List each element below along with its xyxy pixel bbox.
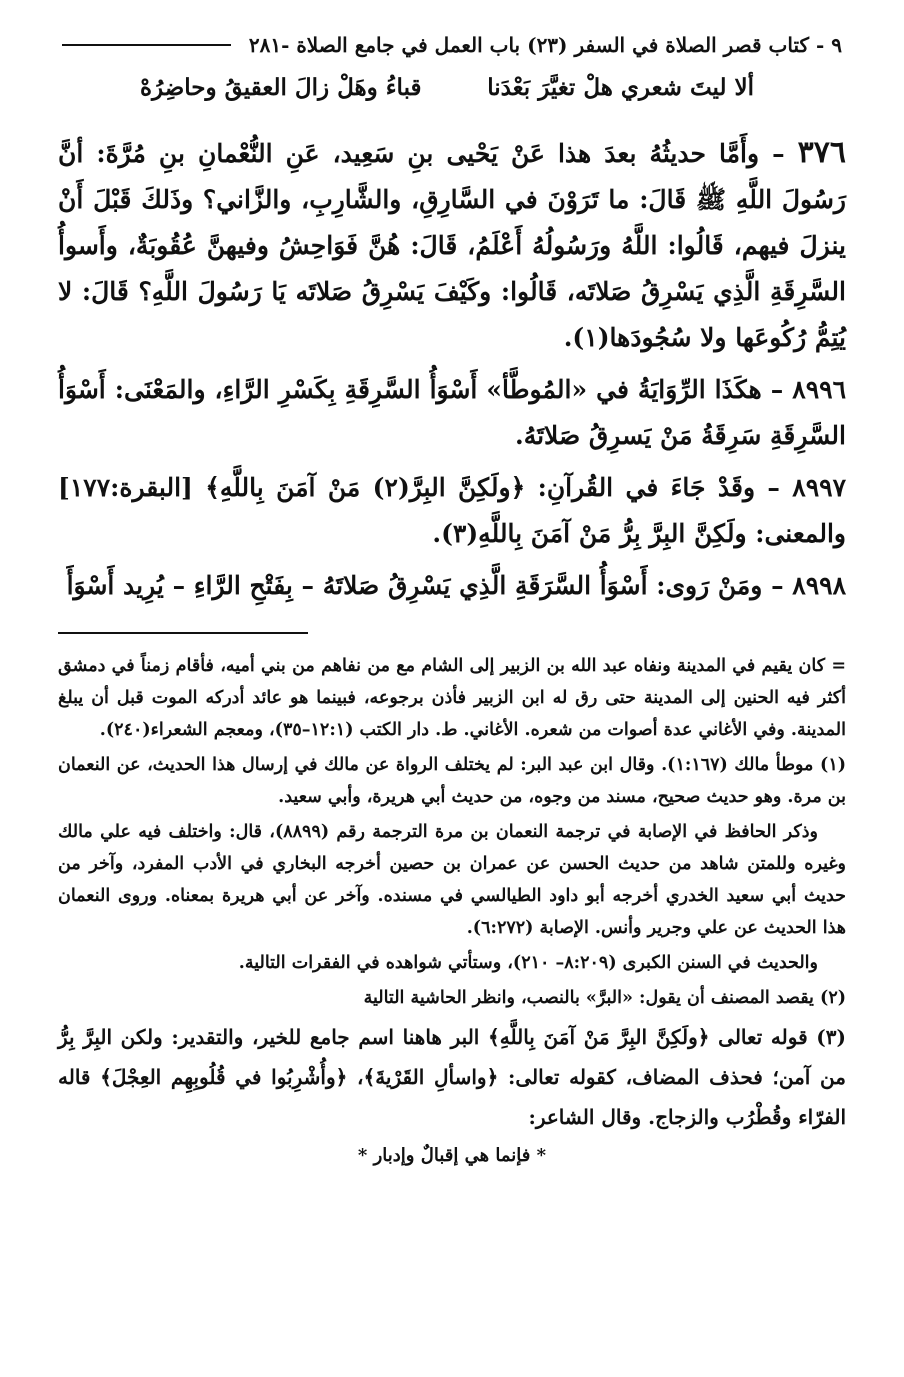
footnote-1-isabah: وذكر الحافظ في الإصابة في ترجمة النعمان بن مرة الترجمة رقم (٨٨٩٩)، قال: واختلف فيه علي مالك وغيره وللمتن شاهد من حديث الحسن عن عمران بن حصين أخرجه البخاري في الأدب المفرد، وآخر من حديث أبي سعيد الخدري أخرجه أبو داود الطيالسي في مسنده. وآخر عن أبي هريرة بمعناه. وروى النعمان هذا الحديث عن علي وجرير وأنس. الإصابة (٦:٢٧٢). [58,822,846,938]
hadith-text: – وأَمَّا حديثُهُ بعدَ هذا عَنْ يَحْيى بنِ سَعِيد، عَنِ النُّعْمانِ بنِ مُرَّةَ: أنَّ رَسُولَ اللَّهِ ﷺ قَالَ: ما تَرَوْنَ في السَّارِقِ، والشَّارِبِ، والزَّاني؟ وذَلكَ قَبْلَ أَنْ ينزلَ فيهم، قَالُوا: اللَّهُ ورَسُولُهُ أَعْلَمُ، قَالَ: هُنَّ فَوَاحِشُ وفيهنَّ عُقُوبَةٌ، وأَسوأُ السَّرِقَةِ الَّذِي يَسْرِقُ صَلاتَه، قَالُوا: وكَيْفَ يَسْرِقُ صَلاتَه يَا رَسُولَ اللَّهِ؟ قَالَ: لا يُتِمُّ رُكُوعَها ولا سُجُودَها(١). [58,139,846,352]
running-header [62,28,842,62]
footnote-continuation: = كان يقيم في المدينة ونفاه عبد الله بن الزبير إلى الشام مع من نفاهم من بني أميه، فأقام زمناً في دمشق أكثر فيه الحنين إلى المدينة حتى رق له ابن الزبير فأذن برجوعه، فبينما هو عائد أدركه الموت قبل أن يبلغ المدينة. وفي الأغاني عدة أصوات من شعره. الأغاني. ط. دار الكتب (١٢:١–٣٥)، ومعجم الشعراء(٢٤٠). [58,656,846,740]
footnote-3-poem: * فإنما هي إقبالٌ وإدبار * [357,1145,547,1166]
paragraph-8996: ٨٩٩٦ – هكَذَا الرِّوَايَةُ في «المُوطَّأ» أَسْوَأُ السَّرِقَةِ بِكَسْرِ الرَّاءِ، والمَعْنَى: أَسْوَأُ السَّرِقَةِ سَرِقَةُ مَنْ يَسرِقُ صَلاتَهُ. [58,375,846,450]
header-title: ٩ - كتاب قصر الصلاة في السفر (٢٣) باب العمل في جامع الصلاة -٢٨١ [248,33,842,57]
header-rule [62,44,231,46]
paragraph-376 [58,130,846,361]
footnote-1-sunan: والحديث في السنن الكبرى (٨:٢٠٩– ٢١٠)، وستأتي شواهده في الفقرات التالية. [238,953,818,973]
paragraph-8998: ٨٩٩٨ – ومَنْ رَوى: أَسْوَأُ السَّرَقَةِ الَّذِي يَسْرِقُ صَلاتَهُ – بِفَتْحِ الرَّاءِ – يُرِيد أَسْوَأَ [66,571,846,600]
poetry-verse [140,74,754,101]
paragraph-8997: ٨٩٩٧ – وقَدْ جَاءَ في القُرآنِ: ﴿ولَكِنَّ البِرَّ(٢) مَنْ آمَنَ بِاللَّهِ﴾ [البقرة:١٧٧] والمعنى: ولَكِنَّ البِرَّ بِرُّ مَنْ آمَنَ بِاللَّهِ(٣). [58,473,846,548]
verse-hemistich-first: ألا ليتَ شعري هلْ تغيَّرَ بَعْدَنا [487,74,754,101]
verse-hemistich-second: قباءُ وهَلْ زالَ العقيقُ وحاضِرُهْ [140,74,422,101]
hadith-number: ٣٧٦ [797,135,846,170]
footnotes [58,650,846,1175]
footnote-separator [58,632,308,634]
footnote-3: (٣) قوله تعالى ﴿ولَكِنَّ البِرَّ مَنْ آمَنَ بِاللَّهِ﴾ البر هاهنا اسم جامع للخير، والتقدير: ولكن البِرَّ بِرُّ من آمن؛ فحذف المضاف، كقوله تعالى: ﴿واسألِ القَرْيةَ﴾، ﴿وأُشْرِبُوا في قُلُوبِهِم العِجْلَ﴾ قاله الفرّاء وقُطْرُب والزجاج. وقال الشاعر: [58,1025,846,1129]
footnote-1: (١) موطأ مالك (١:١٦٧). وقال ابن عبد البر: لم يختلف الرواة عن مالك في إرسال هذا الحديث، عن النعمان بن مرة. وهو حديث صحيح، مسند من وجوه، من حديث أبي هريرة، وأبي سعيد. [58,755,846,807]
main-text [58,130,846,615]
footnote-2: (٢) يقصد المصنف أن يقول: «البرَّ» بالنصب، وانظر الحاشية التالية [363,988,846,1008]
